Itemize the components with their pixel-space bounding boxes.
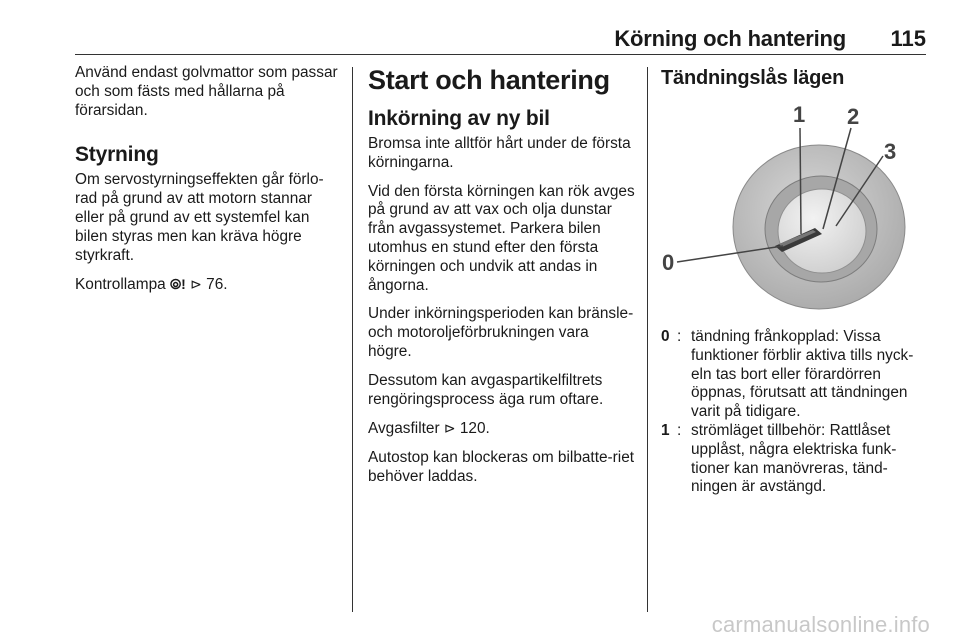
- autostop-note: Autostop kan blockeras om bilbatte-riet behöver laddas.: [368, 449, 635, 485]
- legend-colon: :: [677, 421, 682, 439]
- legend-item: [661, 422, 926, 497]
- break-in-paragraph-2: Vid den första körningen kan rök avges på grund av att vax och olja dunstar från avgassystemet. Parkera bilen utomhus en stund efter den första körningen och undvik att andas in ångorna.: [368, 182, 635, 294]
- column-1: [75, 64, 341, 305]
- legend-key: 0: [661, 328, 670, 345]
- position-label-2: 2: [847, 104, 860, 129]
- ignition-switch-figure: [661, 94, 926, 314]
- section-heading: Start och hantering: [368, 65, 610, 95]
- header-divider: [75, 54, 926, 55]
- legend-colon: :: [677, 328, 682, 345]
- legend-item: [661, 328, 926, 422]
- site-watermark: carmanualsonline.info: [711, 612, 930, 637]
- steering-heading: Styrning: [75, 143, 159, 167]
- page-number: 115: [890, 26, 926, 51]
- ignition-legend: [661, 328, 926, 497]
- steering-warning-icon: ⦾!: [169, 276, 186, 293]
- legend-text: strömläget tillbehör: Rattlåset upplåst, några elektriska funk-tioner kan manövreras, tänd-ningen är avstängd.: [691, 421, 897, 496]
- position-label-1: 1: [793, 102, 806, 127]
- page-reference-icon: ⊳: [190, 276, 202, 293]
- page-reference-icon: ⊳: [443, 420, 456, 437]
- warning-lamp-page-ref[interactable]: 76.: [206, 276, 228, 294]
- break-in-paragraph-3: Under inkörningsperioden kan bränsle- och motoroljeförbrukningen vara högre.: [368, 305, 634, 360]
- floor-mat-note: Använd endast golvmattor som passar och som fästs med hållarna på förarsidan.: [75, 64, 338, 119]
- warning-lamp-label: Kontrollampa: [75, 276, 166, 294]
- exhaust-filter-label: Avgasfilter: [368, 420, 440, 438]
- break-in-paragraph-1: Bromsa inte alltför hårt under de första körningarna.: [368, 135, 631, 171]
- exhaust-filter-page-ref[interactable]: 120.: [459, 420, 490, 438]
- warning-lamp-line: [75, 275, 341, 295]
- pointer-line-1: [800, 128, 801, 234]
- break-in-heading: Inkörning av ny bil: [368, 107, 550, 130]
- steering-body: Om servostyrningseffekten går förlo-rad på grund av att motorn stannar eller på grund av ett systemfel kan bilen styras men kan kräva högre styrkraft.: [75, 171, 324, 264]
- column-3: [661, 64, 926, 92]
- break-in-paragraph-4: Dessutom kan avgaspartikelfiltrets rengöringsprocess äga rum oftare.: [368, 371, 604, 408]
- ignition-positions-heading: Tändningslås lägen: [661, 67, 845, 89]
- ignition-switch-illustration: [661, 94, 926, 314]
- column-divider-2: [647, 67, 648, 612]
- legend-text: tändning frånkopplad: Vissa funktioner förblir aktiva tills nyck-eln tas bort eller förardörren öppnas, förutsatt att tändningen varit på tidigare.: [691, 328, 914, 421]
- column-divider-1: [352, 67, 353, 612]
- position-label-0: 0: [662, 250, 675, 275]
- page-header-title: Körning och hantering: [614, 26, 846, 51]
- legend-key: 1: [661, 421, 670, 439]
- column-2: [368, 64, 636, 497]
- position-label-3: 3: [884, 139, 897, 164]
- exhaust-filter-line: [368, 419, 636, 439]
